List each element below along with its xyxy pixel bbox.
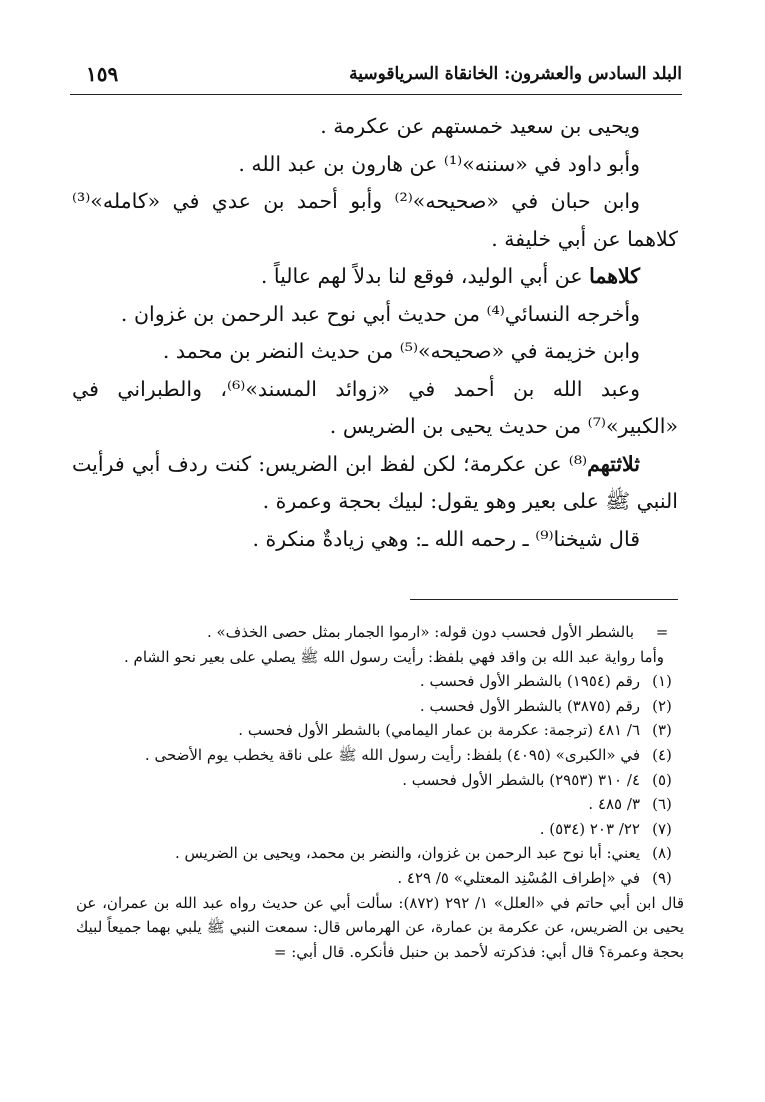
- paragraph-9: قال شيخنا⁽⁹⁾ ـ رحمه الله ـ: وهي زيادةٌ منكرة .: [252, 526, 640, 551]
- footnote-item: [76, 841, 684, 866]
- paragraph-8: [72, 446, 678, 521]
- paragraph-2: وأبو داود في «سننه»⁽¹⁾ عن هارون بن عبد الله .: [238, 151, 640, 176]
- footnote-item: [76, 669, 684, 694]
- footnote-tail-text: قال ابن أبي حاتم في «العلل» ١/ ٢٩٢ (٨٧٢): سألت أبي عن حديث رواه عبد الله بن عمران، عن يحيى بن الضريس، عن عكرمة بن عمارة، عن الهرماس قال: سمعت النبي ﷺ يلبي بهما جميعاً لبيك بحجة وعمرة؟ قال أبي: فذكرته لأحمد بن حنبل فأنكره. قال أبي: =: [76, 893, 684, 961]
- paragraph-4-rest: عن أبي الوليد، فوقع لنا بدلاً لهم عالياً .: [260, 264, 590, 288]
- paragraph-3: وابن حبان في «صحيحه»⁽²⁾ وأبو أحمد بن عدي في «كامله»⁽³⁾ كلاهما عن أبي خليفة .: [72, 189, 678, 251]
- footnote-text: رقم (٣٨٧٥) بالشطر الأول فحسب .: [419, 696, 640, 715]
- footnote-paragraph: [76, 645, 684, 670]
- footnote-number: (٤): [652, 745, 672, 764]
- footnotes: [76, 620, 684, 964]
- paragraph-7: وعبد الله بن أحمد في «زوائد المسند»⁽⁶⁾، والطبراني في «الكبير»⁽⁷⁾ من حديث يحيى بن الضريس .: [72, 376, 678, 438]
- page-number: ١٥٩: [86, 62, 119, 86]
- footnote-text: ٤/ ٣١٠ (٢٩٥٣) بالشطر الأول فحسب .: [402, 770, 640, 789]
- footnote-item: [76, 718, 684, 743]
- footnote-number: (٨): [652, 844, 672, 863]
- footnote-number: (٩): [652, 868, 672, 887]
- footnote-tail: [76, 891, 684, 965]
- footnote-number: (٧): [652, 819, 672, 838]
- footnote-text: ٢٢/ ٢٠٣ (٥٣٤) .: [539, 819, 640, 838]
- footnote-continuation: [76, 620, 684, 645]
- footnote-text: في «الكبرى» (٤٠٩٥) بلفظ: رأيت رسول الله ﷺ على ناقة يخطب يوم الأضحى .: [144, 745, 640, 764]
- footnote-text: رقم (١٩٥٤) بالشطر الأول فحسب .: [419, 672, 640, 691]
- footnote-item: [76, 743, 684, 768]
- footnote-text: في «إطراف المُسْنِد المعتلي» ٥/ ٤٢٩ .: [397, 868, 640, 887]
- paragraph-6: وابن خزيمة في «صحيحه»⁽⁵⁾ من حديث النضر بن محمد .: [162, 339, 640, 363]
- footnote-text: ٣/ ٤٨٥ .: [588, 795, 640, 814]
- paragraph-8-rest: ⁽⁸⁾ عن عكرمة؛ لكن لفظ ابن الضريس: كنت ردف أبي فرأيت النبي ﷺ على بعير وهو يقول: لبيك بحجة وعمرة .: [72, 451, 678, 513]
- main-text: [72, 108, 678, 558]
- paragraph-4: [72, 258, 678, 296]
- continuation-text: بالشطر الأول فحسب دون قوله: «ارموا الجمار بمثل حصى الخذف» .: [206, 623, 634, 641]
- footnote-item: [76, 866, 684, 891]
- footnote-item: [76, 694, 684, 719]
- footnote-number: (٣): [652, 721, 672, 740]
- footnote-number: (٥): [652, 770, 672, 789]
- footnote-paragraph-text: وأما رواية عبد الله بن واقد فهي بلفظ: رأيت رسول الله ﷺ يصلي على بعير نحو الشام .: [124, 647, 664, 666]
- footnote-text: يعني: أبا نوح عبد الرحمن بن غزوان، والنضر بن محمد، ويحيى بن الضريس .: [174, 844, 640, 863]
- paragraph-5: وأخرجه النسائي⁽⁴⁾ من حديث أبي نوح عبد الرحمن بن غزوان .: [120, 301, 640, 326]
- continuation-mark: =: [655, 623, 669, 641]
- running-head: البلد السادس والعشرون: الخانقاة السرياقوسية: [349, 64, 682, 84]
- footnote-separator: [410, 599, 678, 600]
- footnote-item: [76, 817, 684, 842]
- footnote-number: (٢): [652, 696, 672, 715]
- footnote-item: [76, 792, 684, 817]
- paragraph-8-lead: ثلاثتهم: [587, 451, 640, 476]
- paragraph-1: ويحيى بن سعيد خمستهم عن عكرمة .: [320, 114, 640, 138]
- paragraph-4-lead: كلاهما: [589, 264, 640, 288]
- footnote-number: (١): [652, 672, 672, 691]
- footnote-item: [76, 768, 684, 793]
- footnote-number: (٦): [652, 795, 672, 814]
- page-header: [70, 62, 682, 92]
- footnote-text: ٦/ ٤٨١ (ترجمة: عكرمة بن عمار اليمامي) بالشطر الأول فحسب .: [238, 721, 640, 740]
- header-rule: [70, 94, 682, 95]
